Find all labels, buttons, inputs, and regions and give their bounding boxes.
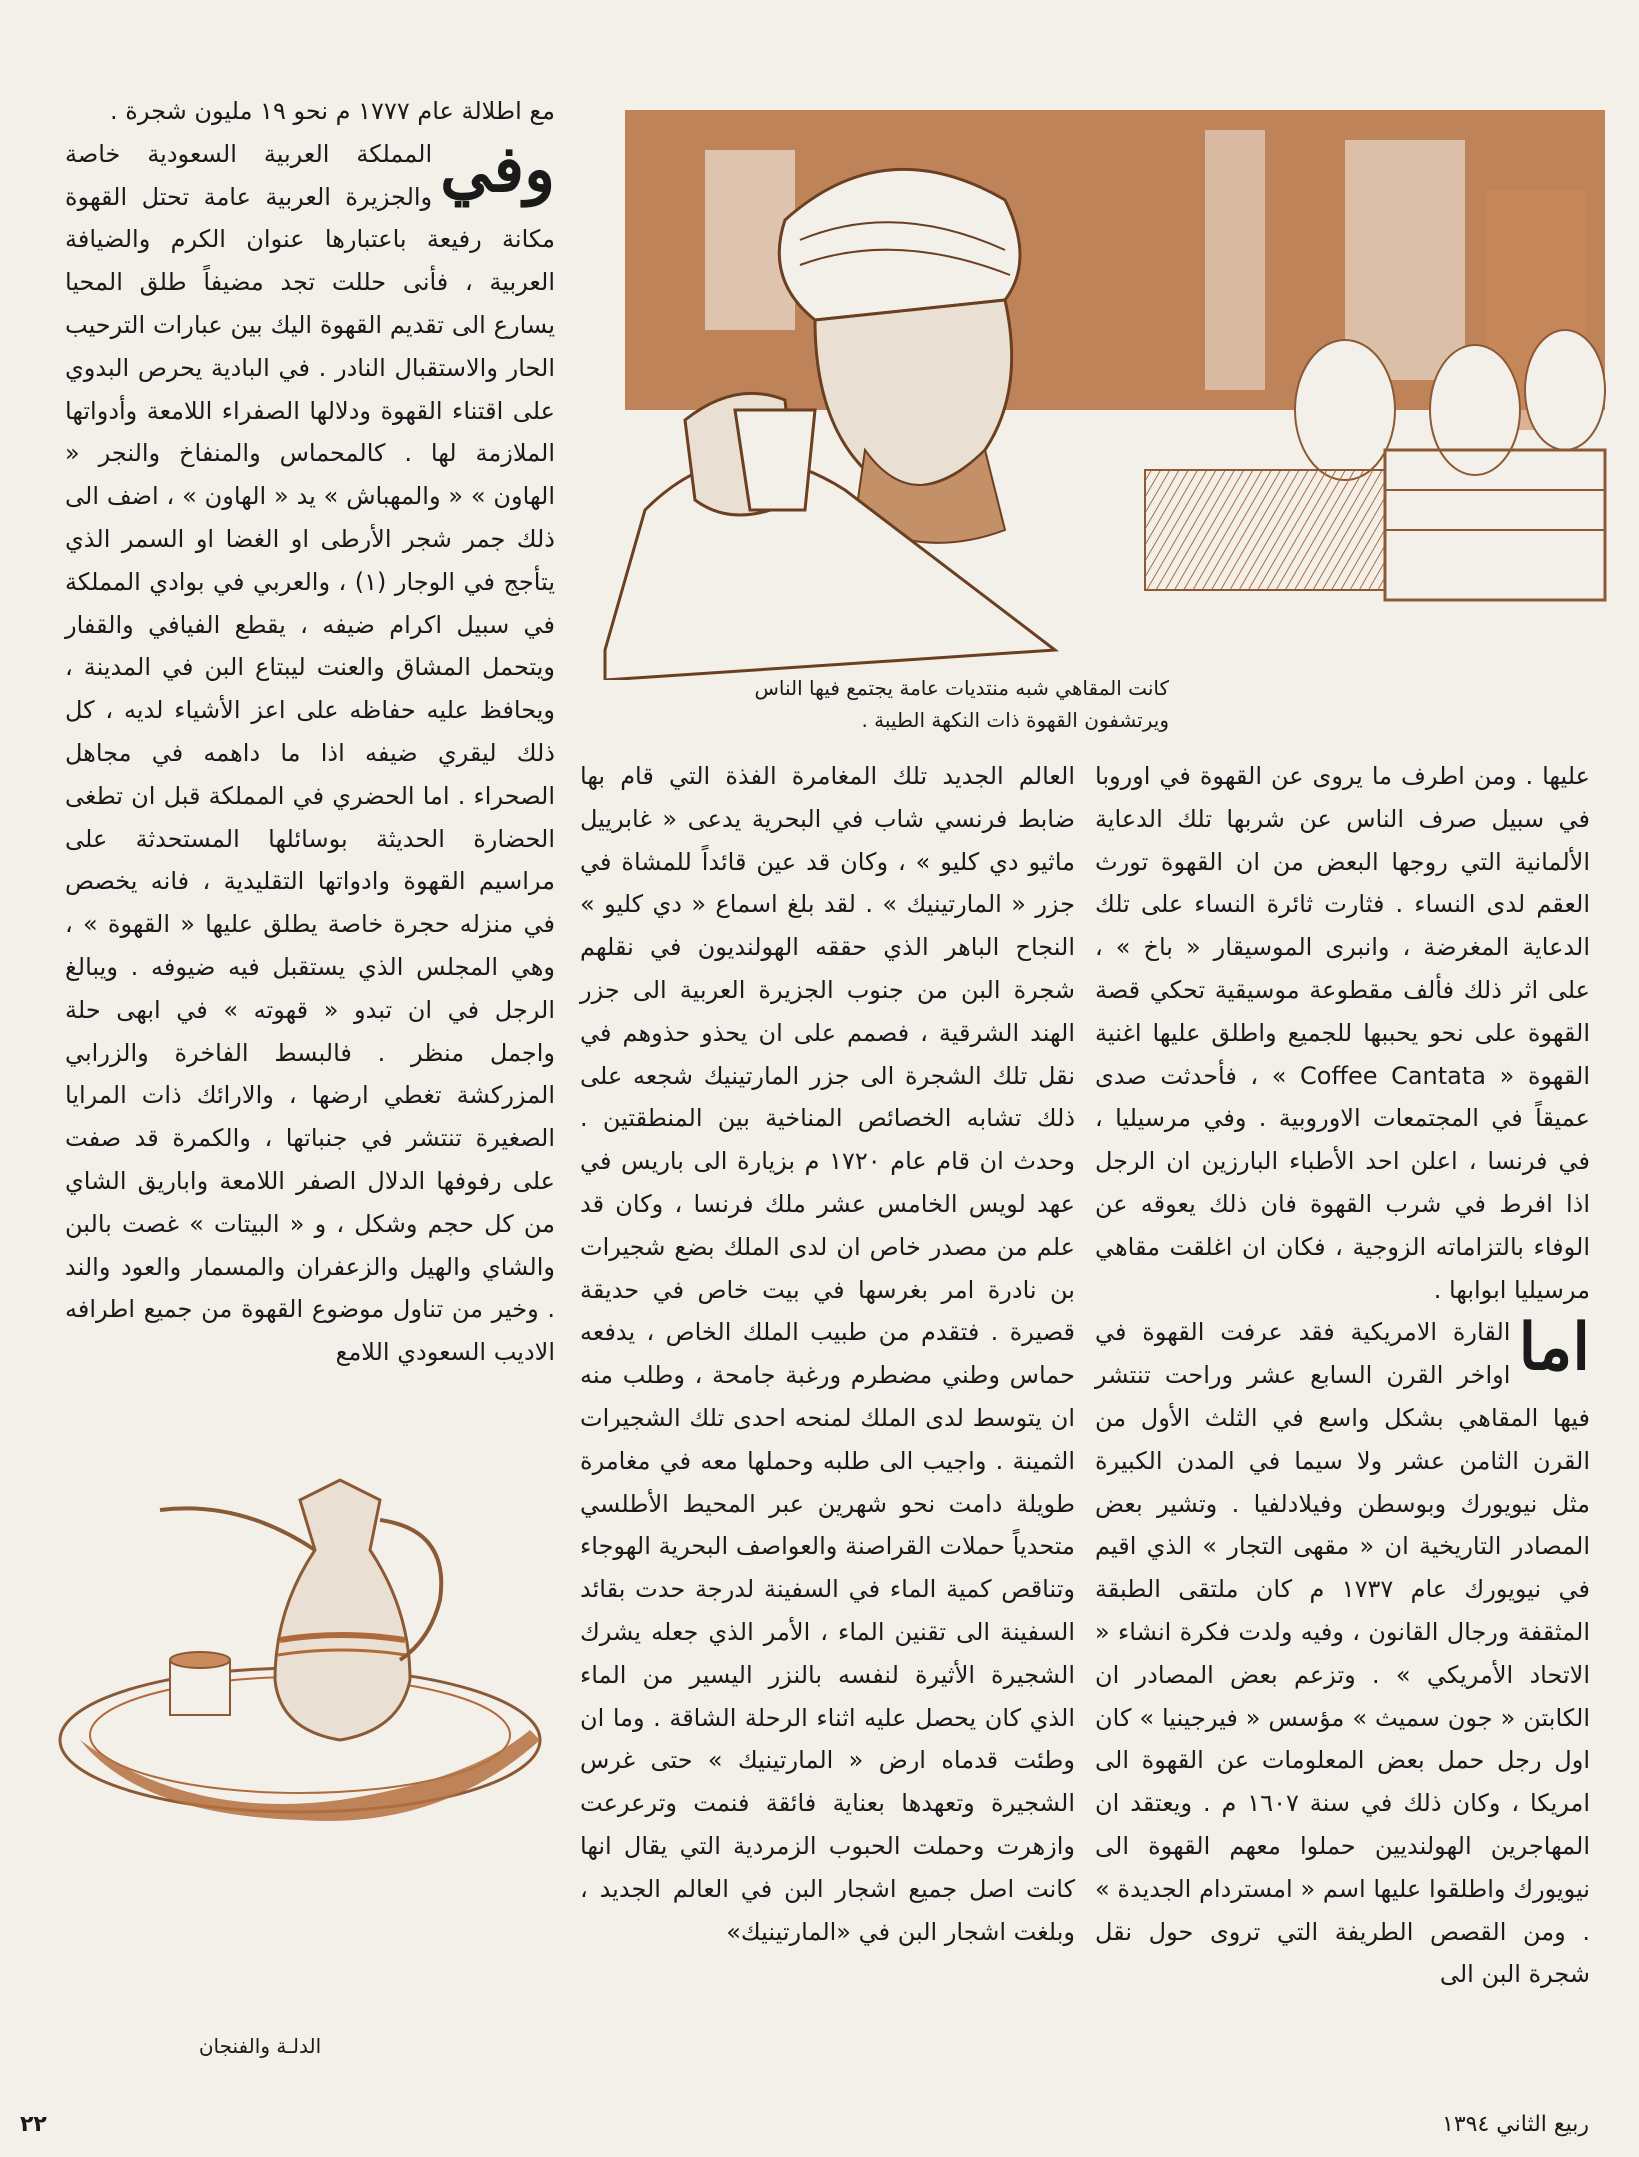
column-left-intro: مع اطلالة عام ١٧٧٧ م نحو ١٩ مليون شجرة . (110, 97, 555, 125)
page-number: ٢٢ (20, 2112, 47, 2137)
column-left (65, 90, 555, 1420)
coffeehouse-caption (569, 672, 1169, 736)
caption-line-2: ويرتشفون القهوة ذات النكهة الطيبة . (861, 708, 1169, 732)
column-right-para-1: عليها . ومن اطرف ما يروى عن القهوة في اوروبا في سبيل صرف الناس عن شربها تلك الدعاية الألمانية التي روجها البعض من ان القهوة تورث العقم لدى النساء . فثارت ثائرة النساء على تلك الدعاية المغرضة ، وانبرى الموسيقار « باخ » ، على اثر ذلك فألف مقطوعة موسيقية تحكي قصة القهوة على نحو يحببها للجميع واطلق عليها اغنية القهوة « Coffee Cantata » ، فأحدثت صدى عميقاً في المجتمعات الاوروبية . وفي مرسيليا ، في فرنسا ، اعلن احد الأطباء البارزين ان الرجل اذا افرط في شرب القهوة فان ذلك يعوقه عن الوفاء بالتزاماته الزوجية ، فكان ان اغلقت مقاهي مرسيليا ابوابها . (1095, 762, 1590, 1304)
column-left-body (65, 133, 555, 1374)
caption-line-1: كانت المقاهي شبه منتديات عامة يجتمع فيها الناس (754, 676, 1169, 700)
coffeehouse-illustration (585, 90, 1625, 680)
column-left-text: المملكة العربية السعودية خاصة والجزيرة العربية عامة تحتل القهوة مكانة رفيعة باعتبارها عنوان الكرم والضيافة العربية ، فأنى حللت تجد مضيفاً طلق المحيا يسارع الى تقديم القهوة اليك بين عبارات الترحيب الحار والاستقبال النادر . في البادية يحرص البدوي على اقتناء القهوة ودلالها الصفراء اللامعة وأدواتها الملازمة لها . كالمحماس والمنفاخ والنجر « الهاون » « والمهباش » يد « الهاون » ، اضف الى ذلك جمر شجر الأرطى او الغضا او السمر الذي يتأجج في الوجار (١) ، والعربي في بوادي المملكة في سبيل اكرام ضيفه ، يقطع الفيافي والقفار ويتحمل المشاق والعنت ليبتاع البن في المدينة ، ويحافظ عليه حفاظه على اعز الأشياء لديه ، كل ذلك ليقري ضيفه اذا ما داهمه في مجاهل الصحراء . اما الحضري في المملكة قبل ان تطغى الحضارة الحديثة بوسائلها المستحدثة على مراسيم القهوة وادواتها التقليدية ، فانه يخصص في منزله حجرة خاصة يطلق عليها « القهوة » ، وهي المجلس الذي يستقبل فيه ضيوفه . ويبالغ الرجل في ان تبدو « قهوته » في ابهى حلة واجمل منظر . فالبسط الفاخرة والزرابي المزركشة تغطي ارضها ، والارائك ذات المرايا الصغيرة تنتشر في جنباتها ، والكمرة قد صفت على رفوفها الدلال الصفر اللامعة واباريق الشاي من كل حجم وشكل ، و « البيتات » غصت بالبن والشاي والهيل والزعفران والمسمار والعود والند . وخير من تناول موضوع القهوة من جميع اطرافه الاديب السعودي اللامع (65, 139, 555, 1367)
dropcap-amma: اما (1518, 1310, 1590, 1386)
dropcap-wa-fi: وفي (440, 131, 555, 207)
dalla-illustration (40, 1440, 550, 1830)
issue-date: ربيع الثاني ١٣٩٤ (1442, 2112, 1589, 2137)
column-right (1095, 755, 1590, 2085)
column-middle (580, 755, 1075, 2085)
dalla-caption: الدلـة والفنجان (198, 2034, 322, 2058)
column-right-para-2 (1095, 1311, 1590, 1996)
column-middle-text: العالم الجديد تلك المغامرة الفذة التي قام بها ضابط فرنسي شاب في البحرية يدعى « غابرييل ماثيو دي كليو » ، وكان قد عين قائداً للمشاة في جزر « المارتينيك » . لقد بلغ اسماع « دي كليو » النجاح الباهر الذي حققه الهولنديون في نقلهم شجرة البن من جنوب الجزيرة العربية الى جزر الهند الشرقية ، فصمم على ان يحذو حذوهم في نقل تلك الشجرة الى جزر المارتينيك شجعه على ذلك تشابه الخصائص المناخية بين المنطقتين . وحدث ان قام عام ١٧٢٠ م بزيارة الى باريس في عهد لويس الخامس عشر ملك فرنسا ، وكان قد علم من مصدر خاص ان لدى الملك بضع شجيرات بن نادرة امر بغرسها في بيت خاص في حديقة قصيرة . فتقدم من طبيب الملك الخاص ، يدفعه حماس وطني مضطرم ورغبة جامحة ، وطلب منه ان يتوسط لدى الملك لمنحه احدى تلك الشجيرات الثمينة . واجيب الى طلبه وحملها معه في مغامرة طويلة دامت نحو شهرين عبر المحيط الأطلسي متحدياً حملات القراصنة والعواصف البحرية الهوجاء وتناقص كمية الماء في السفينة لدرجة حدت بقائد السفينة الى تقنين الماء ، الأمر الذي جعله يشرك الشجيرة الأثيرة لنفسه بالنزر اليسير من الماء الذي كان يحصل عليه اثناء الرحلة الشاقة . وما ان وطئت قدماه ارض « المارتينيك » حتى غرس الشجيرة وتعهدها بعناية فائقة فنمت وترعرعت وازهرت وحملت الحبوب الزمردية التي يقال انها كانت اصل جميع اشجار البن في العالم الجديد ، وبلغت اشجار البن في «المارتينيك» (580, 762, 1075, 1946)
column-right-text: القارة الامريكية فقد عرفت القهوة في اواخر القرن السابع عشر وراحت تنتشر فيها المقاهي بشكل واسع في الثلث الأول من القرن الثامن عشر ولا سيما في المدن الكبيرة مثل نيويورك وبوسطن وفيلادلفيا . وتشير بعض المصادر التاريخية ان « مقهى التجار » الذي اقيم في نيويورك عام ١٧٣٧ م كان ملتقى الطبقة المثقفة ورجال القانون ، وفيه ولدت فكرة انشاء « الاتحاد الأمريكي » . وتزعم بعض المصادر ان الكابتن « جون سميث » مؤسس « فيرجينيا » كان اول رجل حمل بعض المعلومات عن القهوة الى امريكا ، وكان ذلك في سنة ١٦٠٧ م . ويعتقد ان المهاجرين الهولنديين حملوا معهم القهوة الى نيويورك واطلقوا عليها اسم « امستردام الجديدة » . ومن القصص الطريفة التي تروى حول نقل شجرة البن الى (1095, 1318, 1591, 1989)
